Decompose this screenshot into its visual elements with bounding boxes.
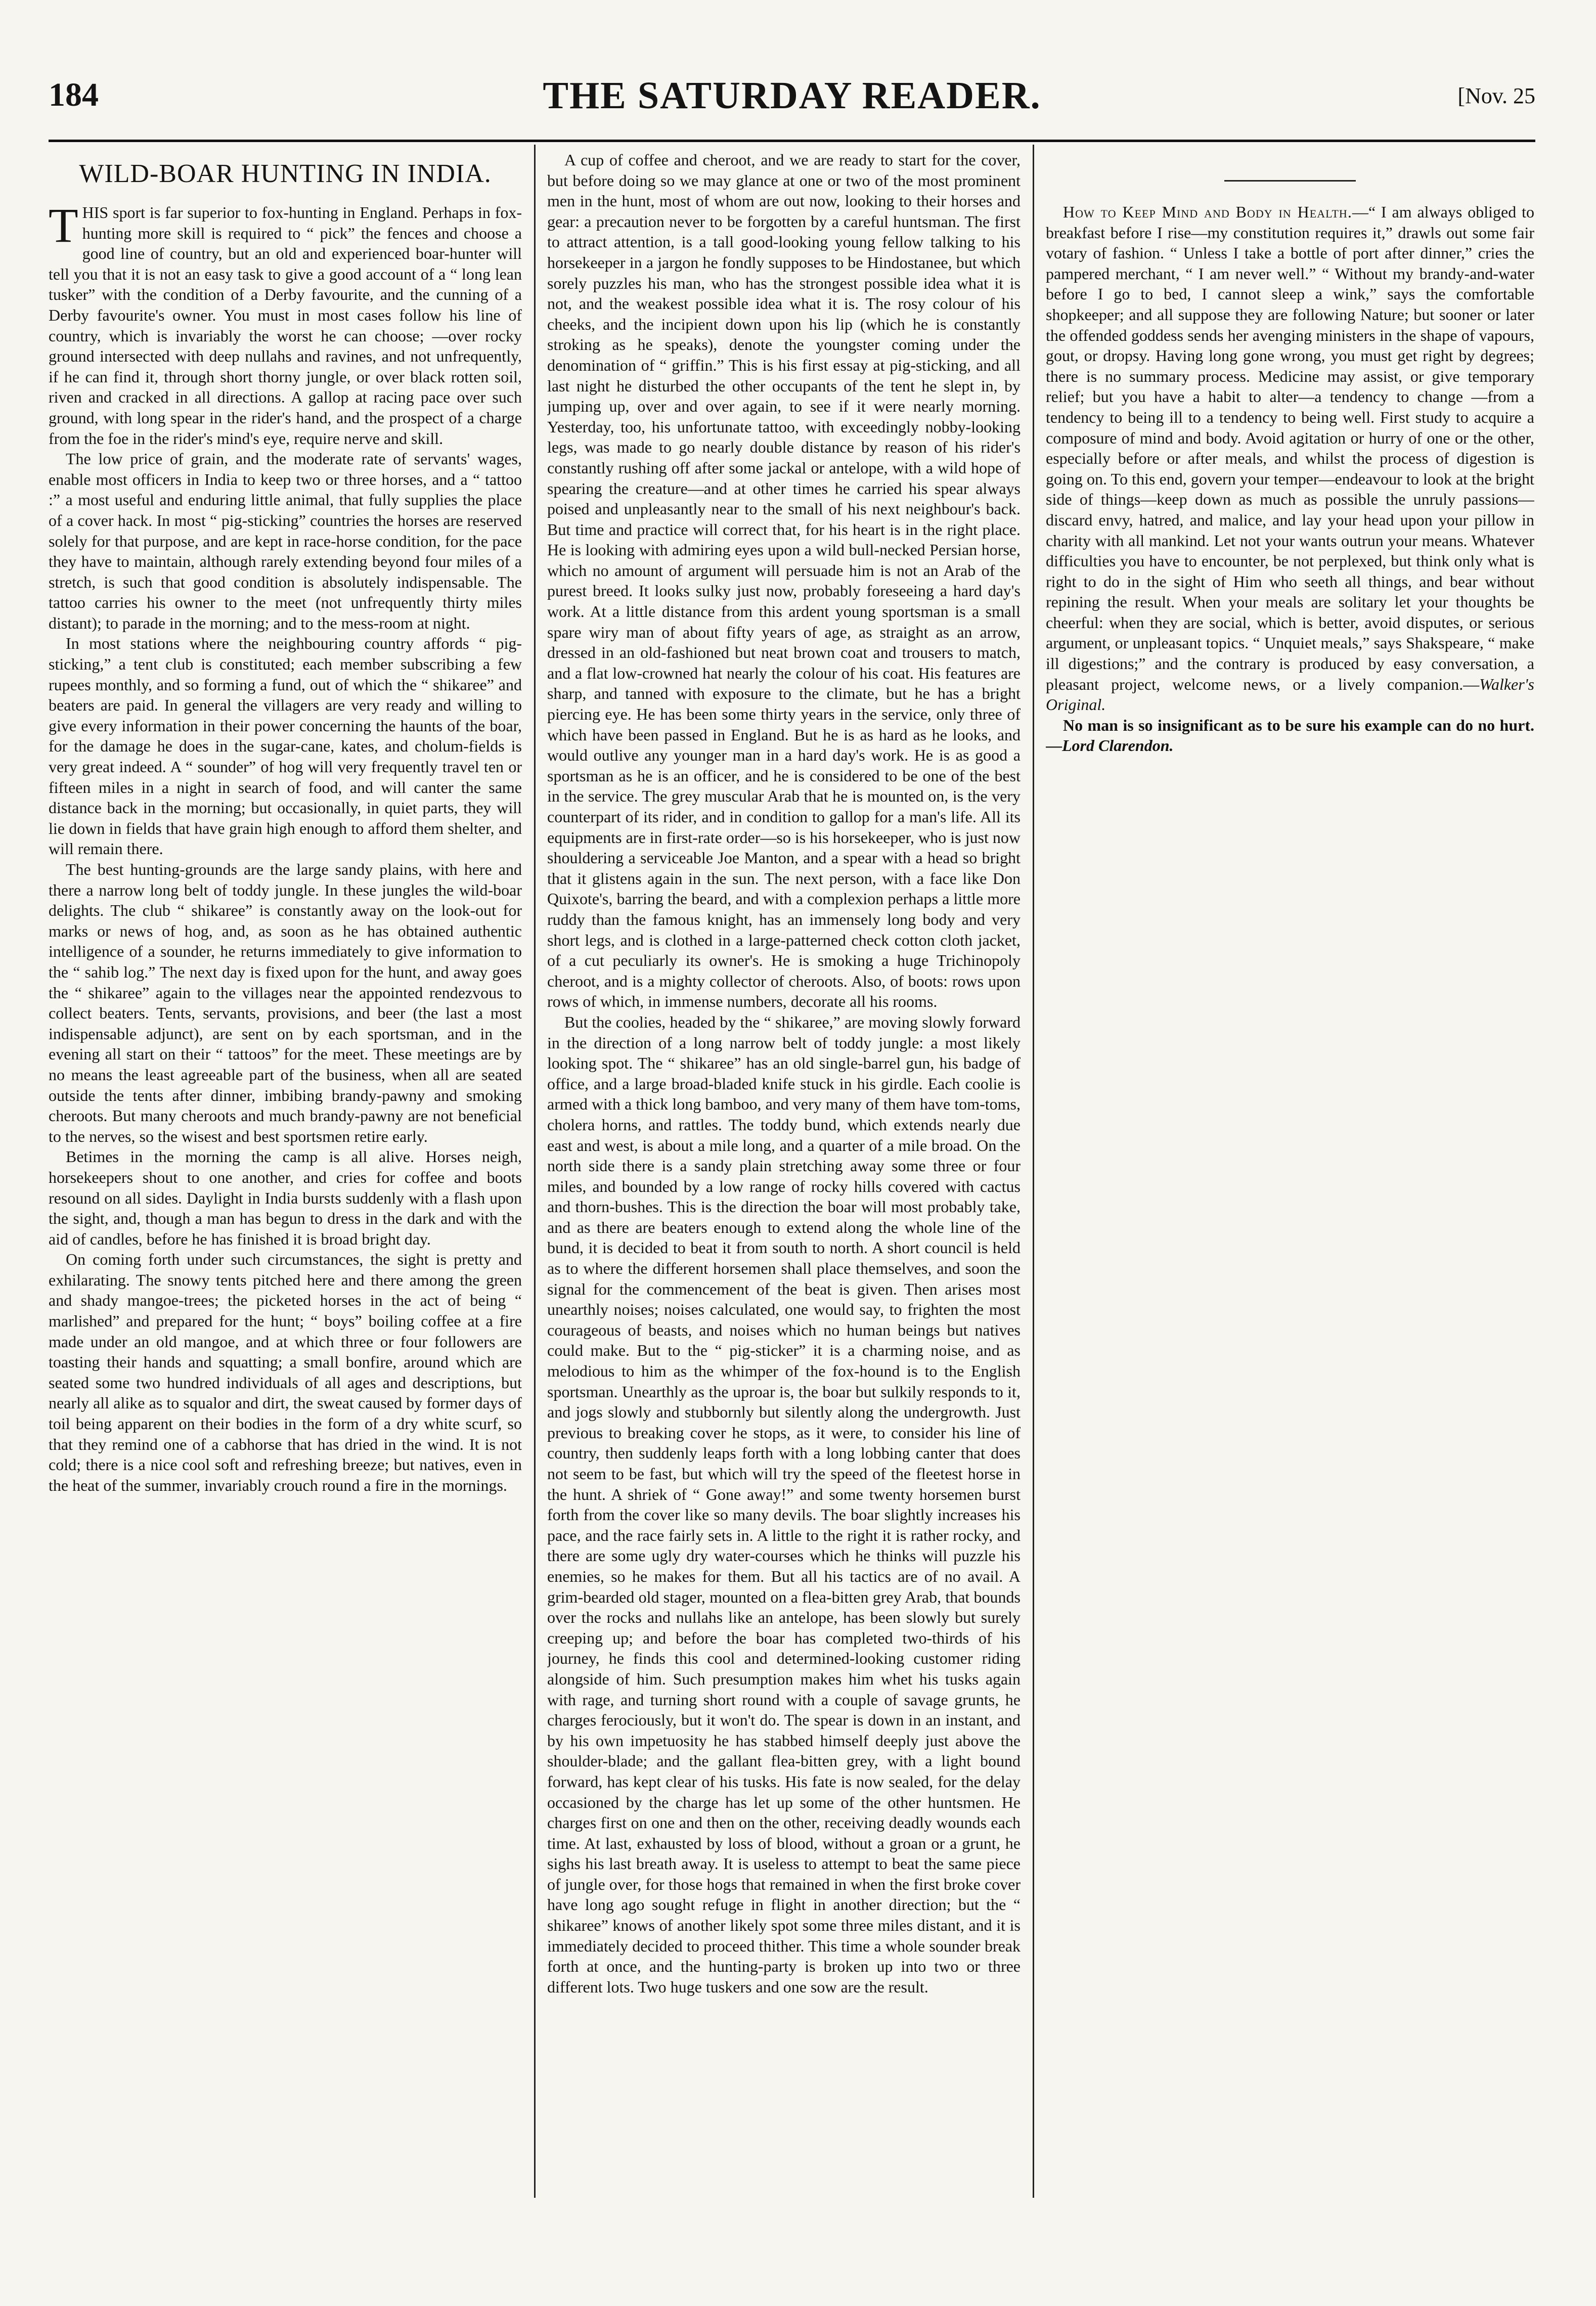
health-heading: How to Keep Mind and Body in Health. [1063, 203, 1352, 221]
article-paragraph: THIS sport is far superior to fox-hunting in England. Perhaps in fox-hunting more skill is required to “ pick” the fences and choose a good line of country, but an old and experienced boar-hunter will tell you that it is not an easy task to give a good account of a “ long lean tusker” with the condition of a Derby favourite, and the cunning of a Derby favourite's owner. You must in most cases follow his line of country, which is invariably the worst he can choose; —over rocky ground intersected with deep nullahs and ravines, and not unfrequently, if he can find it, through short thorny jungle, or over black rotten soil, riven and cracked in all directions. A gallop at racing pace over such ground, with long spear in the rider's hand, and the prospect of a charge from the foe in the rider's mind's eye, require nerve and skill. [49, 198, 522, 448]
article-paragraph: The low price of grain, and the moderate rate of servants' wages, enable most officers in India to keep two or three horses, and a “ tattoo :” a most useful and enduring little animal, that fully supplies the place of a cover hack. In most “ pig-sticking” countries the horses are reserved solely for that purpose, and are kept in race-horse condition, for the pace they have to maintain, although rarely extending beyond four miles of a stretch, is such that good condition is absolutely indispensable. The tattoo carries his owner to the meet (not unfrequently thirty miles distant); to parade in the morning; and to the mess-room at night. [49, 450, 522, 632]
section-divider [1224, 180, 1356, 182]
column-divider [1033, 145, 1034, 2198]
column-divider [534, 145, 536, 2198]
article-paragraph: But the coolies, headed by the “ shikaree,” are moving slowly forward in the direction of a long narrow belt of toddy jungle: a most likely looking spot. The “ shikaree” has an old single-barrel gun, his badge of office, and a large broad-bladed knife stuck in his girdle. Each coolie is armed with a thick long bamboo, and very many of them have tom-toms, cholera horns, and rattles. The toddy bund, which extends nearly due east and west, is about a mile long, and a quarter of a mile broad. On the north side there is a sandy plain stretching away some three or four miles, and bounded by a low range of rocky hills covered with cactus and thorn-bushes. This is the direction the boar will most probably take, and as there are beaters enough to extend along the whole line of the bund, it is decided to beat it from south to north. A short council is held as to where the different horsemen shall place themselves, and soon the signal for the commencement of the beat is given. Then arises most unearthly noises; noises calculated, one would say, to frighten the most courageous of beasts, and noises which no human beings but natives could make. But to the “ pig-sticker” it is a charming noise, and as melodious to him as the whimper of the fox-hound is to the English sportsman. Unearthly as the uproar is, the boar but sulkily responds to it, and jogs slowly and stubbornly but silently along the undergrowth. Just previous to breaking cover he stops, as it were, to consider his line of country, then suddenly leaps forth with a long lobbing canter that does not seem to be fast, but which will try the speed of the fleetest horse in the hunt. A shriek of “ Gone away!” and some twenty horsemen burst forth from the cover like so many devils. The boar slightly increases his pace, and the race fairly sets in. A little to the right it is rather rocky, and there are some ugly dry water-courses which he thinks will puzzle his enemies, so he makes for them. But all his tactics are of no avail. A grim-bearded old stager, mounted on a flea-bitten grey Arab, that bounds over the rocks and nullahs like an antelope, has been slowly but surely creeping up; and before the boar has completed two-thirds of his journey, he finds this cool and determined-looking customer riding alongside of him. Such presumption makes him whet his tusks again with rage, and turning short round with a couple of savage grunts, he charges ferociously, but it won't do. The spear is down in an instant, and by his own impetuosity he has stabbed himself deeply just above the shoulder-blade; and the gallant flea-bitten grey, with a light bound forward, has kept clear of his tusks. His fate is now sealed, for the delay occasioned by the charge has let up some of the other huntsmen. He charges first on one and then on the other, receiving deadly wounds each time. At last, exhausted by loss of blood, without a groan or a grunt, he sighs his last breath away. It is useless to attempt to beat the same piece of jungle over, for those hogs that remained in when the first broke cover have long ago sought refuge in flight in another direction; but the “ shikaree” knows of another likely spot some three miles distant, and it is immediately decided to proceed thither. This time a whole sounder break forth at once, and the hunting-party is broken up into two or three different lots. Two huge tuskers and one sow are the result. [547, 1012, 1021, 1996]
article-paragraph: A cup of coffee and cheroot, and we are ready to start for the cover, but before doing so we may glance at one or two of the most prominent men in the hunt, most of whom are out now, looking to their horses and gear: a precaution never to be forgotten by a careful huntsman. The first to attract attention, is a tall good-looking young fellow talking to his horsekeeper in a jargon he fondly supposes to be Hindostanee, but which sorely puzzles his man, who has the strongest possible idea what it is not, and the weakest possible idea what it is. The rosy colour of his cheeks, and the incipient down upon his lip (which he is constantly stroking as he speaks), denote the youngster coming under the denomination of “ griffin.” This is his first essay at pig-sticking, and all last night he disturbed the other occupants of the tent he slept in, by jumping up, over and over again, to see if it were nearly morning. Yesterday, too, his unfortunate tattoo, with exceedingly nobby-looking legs, was made to go nearly double distance by reason of his rider's constantly rushing off after some jackal or antelope, with a wild hope of spearing the creature—and at other times he carried his spear always poised and unpleasantly near to the small of his next neighbour's back. But time and practice will correct that, for his heart is in the right place. He is looking with admiring eyes upon a wild bull-necked Persian horse, which no amount of argument will persuade him is not an Arab of the purest breed. It looks sulky just now, probably foreseeing a hard day's work. At a little distance from this ardent young sportsman is a small spare wiry man of about fifty years of age, as straight as an arrow, dressed in an old-fashioned but neat brown coat and trousers to match, and a flat low-crowned hat nearly the colour of his coat. His features are sharp, and tanned with exposure to the climate, but he has a bright piercing eye. He has been some thirty years in the service, only three of which have been passed in England. But he is as hard as he looks, and would outlive any younger man in a hard day's work. He is as good a sportsman as he is an officer, and he is considered to be one of the best in the service. The grey muscular Arab that he is mounted on, is the very counterpart of its rider, and in condition to gallop for a man's life. All its equipments are in first-rate order—so is his horsekeeper, who is just now shouldering a serviceable Joe Manton, and a spear with a head so bright that it glistens again in the sun. The next person, with a face like Don Quixote's, barring the beard, and with a complexion perhaps a little more ruddy than the famous knight, has an immensely long body and very short legs, and is clothed in a large-patterned check cotton cloth jacket, of a cut peculiarly its owner's. He is smoking a huge Trichinopoly cheroot, and is a mighty collector of cheroots. Also, of boots: rows upon rows of which, in immense numbers, decorate all his rooms. [547, 151, 1021, 1011]
article-paragraph: Betimes in the morning the camp is all alive. Horses neigh, horsekeepers shout to one another, and cries for coffee and boots resound on all sides. Daylight in India bursts suddenly with a flash upon the sight, and, though a man has begun to dress in the dark and with the aid of candles, before he has finished it is broad bright day. [49, 1147, 522, 1248]
article-paragraph: The best hunting-grounds are the large sandy plains, with here and there a narrow long belt of toddy jungle. In these jungles the wild-boar delights. The club “ shikaree” is constantly away on the look-out for marks or news of hog, and, as soon as he has obtained authentic intelligence of a sounder, he returns immediately to give information to the “ sahib log.” The next day is fixed upon for the hunt, and away goes the “ shikaree” again to the villages near the appointed rendezvous to collect beaters. Tents, servants, provisions, and beer (the last a most indispensable adjunct), are sent on by each sportsman, and in the evening all start on their “ tattoos” for the meet. These meetings are by no means the least agreeable part of the business, when all are seated outside the tents after dinner, imbibing brandy-pawny and smoking cheroots. But many cheroots and much brandy-pawny are not beneficial to the nerves, so the wisest and best sportsmen retire early. [49, 860, 522, 1145]
issue-date: [Nov. 25 [1457, 83, 1535, 108]
column-2 [547, 150, 1021, 2193]
header-rule [49, 140, 1535, 142]
quote-author: Lord Clarendon. [1062, 736, 1174, 755]
health-paragraph [1046, 202, 1534, 715]
article-paragraph: In most stations where the neighbouring country affords “ pig-sticking,” a tent club is constituted; each member subscribing a few rupees monthly, and so forming a fund, out of which the “ shikaree” and beaters are paid. In general the villagers are very ready and willing to give every information in their power concerning the haunts of the boar, for the damage he does in the sugar-cane, kates, and cholum-fields is very great indeed. A “ sounder” of hog will very frequently travel ten or fifteen miles in a night in search of food, and will canter the same distance back in the morning; but occasionally, in quiet parts, they will lie down in fields that have grain high enough to afford them shelter, and will remain there. [49, 634, 522, 858]
column-1 [49, 150, 522, 2193]
page-number: 184 [49, 76, 99, 113]
health-body: —“ I am always obliged to breakfast before I rise—my constitution requires it,” drawls out some fair votary of fashion. “ Unless I take a bottle of port after dinner,” cries the pampered merchant, “ I am never well.” “ Without my brandy-and-water before I go to bed, I cannot sleep a wink,” says the comfortable shopkeeper; and all suppose they are following Nature; but sooner or later the offended goddess sends her avenging ministers in the shape of vapours, gout, or dropsy. Having long gone wrong, you must get right by degrees; there is no summary process. Medicine may assist, or give temporary relief; but you have a habit to alter—a tendency to change —from a tendency to being ill to a tendency to being well. First study to acquire a composure of mind and body. Avoid agitation or hurry of one or the other, especially before or after meals, and whilst the process of digestion is going on. To this end, govern your temper—endeavour to look at the bright side of things—keep down as much as possible the unruly passions—discard envy, hatred, and malice, and lay your head upon your pillow in charity with all mankind. Let not your wants outrun your means. Whatever difficulties you have to encounter, be not perplexed, but think only what is right to do in the sight of Him who seeth all things, and bear without repining the result. When your meals are solitary let your thoughts be cheerful: when they are social, which is better, avoid disputes, or serious argument, or unpleasant topics. “ Unquiet meals,” says Shakspeare, “ make ill digestions;” and the contrary is produced by easy conversation, a pleasant project, welcome news, or a lively companion.— [1046, 203, 1534, 693]
page-header [49, 76, 1535, 137]
health-source: Walker's Original. [1046, 675, 1534, 714]
masthead: THE SATURDAY READER. [543, 74, 1041, 117]
drop-cap: T [49, 198, 78, 252]
column-3 [1046, 150, 1534, 2193]
article-title: WILD-BOAR HUNTING IN INDIA. [79, 159, 492, 188]
quote-text: No man is so insignificant as to be sure his example can do no hurt.— [1046, 716, 1534, 755]
quote-paragraph [1046, 715, 1534, 756]
article-paragraph: On coming forth under such circumstances, the sight is pretty and exhilarating. The snowy tents pitched here and there among the green and shady mangoe-trees; the picketed horses in the act of being “ marlished” and prepared for the hunt; “ boys” boiling coffee at a fire made under an old mangoe, and at which three or four followers are toasting their hands and squatting; a small bonfire, around which are seated some two hundred individuals of all ages and descriptions, but nearly all alike as to squalor and dirt, the sweat caused by former days of toil being apparent on their bodies in the form of a dry white scurf, so that they remind one of a cabhorse that has dried in the wind. It is not cold; there is a nice cool soft and refreshing breeze; but natives, even in the heat of the summer, invariably crouch round a fire in the mornings. [49, 1250, 522, 1494]
